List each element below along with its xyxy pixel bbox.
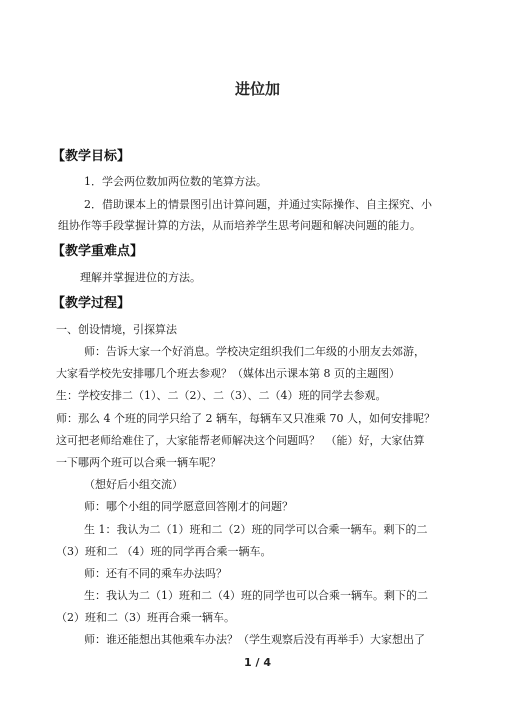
body-line-15: 师：谁还能想出其他乘车办法？（学生观察后没有再举手）大家想出了 — [84, 633, 425, 646]
body-line-12: 师：还有不同的乘车办法吗？ — [84, 567, 227, 580]
body-line-5: 师：那么 4 个班的同学只给了 2 辆车，每辆车又只准乘 70 人，如何安排呢？ — [56, 412, 435, 425]
keypoints-heading: 【教学重难点】 — [52, 244, 144, 259]
body-line-1: 一、创设情境，引探算法 — [56, 323, 177, 336]
body-line-11: （3）班和二 （4）班的同学再合乘一辆车。 — [56, 545, 272, 558]
body-line-9: 师：哪个小组的同学愿意回答刚才的问题？ — [84, 500, 293, 513]
process-heading: 【教学过程】 — [52, 296, 131, 311]
body-line-2: 师：告诉大家一个好消息。学校决定组织我们二年级的小朋友去郊游， — [84, 345, 425, 358]
goals-heading: 【教学目标】 — [52, 149, 131, 164]
body-line-6: 这可把老师给难住了，大家能帮老师解决这个问题吗？ （能）好，大家估算 — [56, 434, 425, 447]
body-line-3: 大家看学校先安排哪几个班去参观？（媒体出示课本第 8 页的主题图） — [56, 367, 400, 380]
goal-2-line-b: 组协作等手段掌握计算的方法，从而培养学生思考问题和解决问题的能力。 — [58, 219, 421, 232]
body-line-7: 一下哪两个班可以合乘一辆车呢？ — [56, 456, 221, 469]
body-line-4: 生：学校安排二（1）、二（2）、二（3）、二（4）班的同学去参观。 — [56, 389, 387, 402]
body-line-8: （想好后小组交流） — [84, 478, 183, 491]
body-line-14: （2）班和二（3）班再合乘一辆车。 — [56, 611, 235, 624]
page-number: 1 / 4 — [244, 656, 271, 669]
page-title: 进位加 — [234, 80, 280, 98]
body-line-10: 生 1：我认为二（1）班和二（2）班的同学可以合乘一辆车。剩下的二 — [84, 523, 428, 536]
body-line-13: 生：我认为二（1）班和二（4）班的同学也可以合乘一辆车。剩下的二 — [84, 589, 428, 602]
keypoint-1: 理解并掌握进位的方法。 — [80, 271, 201, 284]
goal-2-line-a: 2．借助课本上的情景图引出计算问题，并通过实际操作、自主探究、小 — [84, 198, 432, 211]
goal-1: 1．学会两位数加两位数的笔算方法。 — [84, 175, 267, 188]
